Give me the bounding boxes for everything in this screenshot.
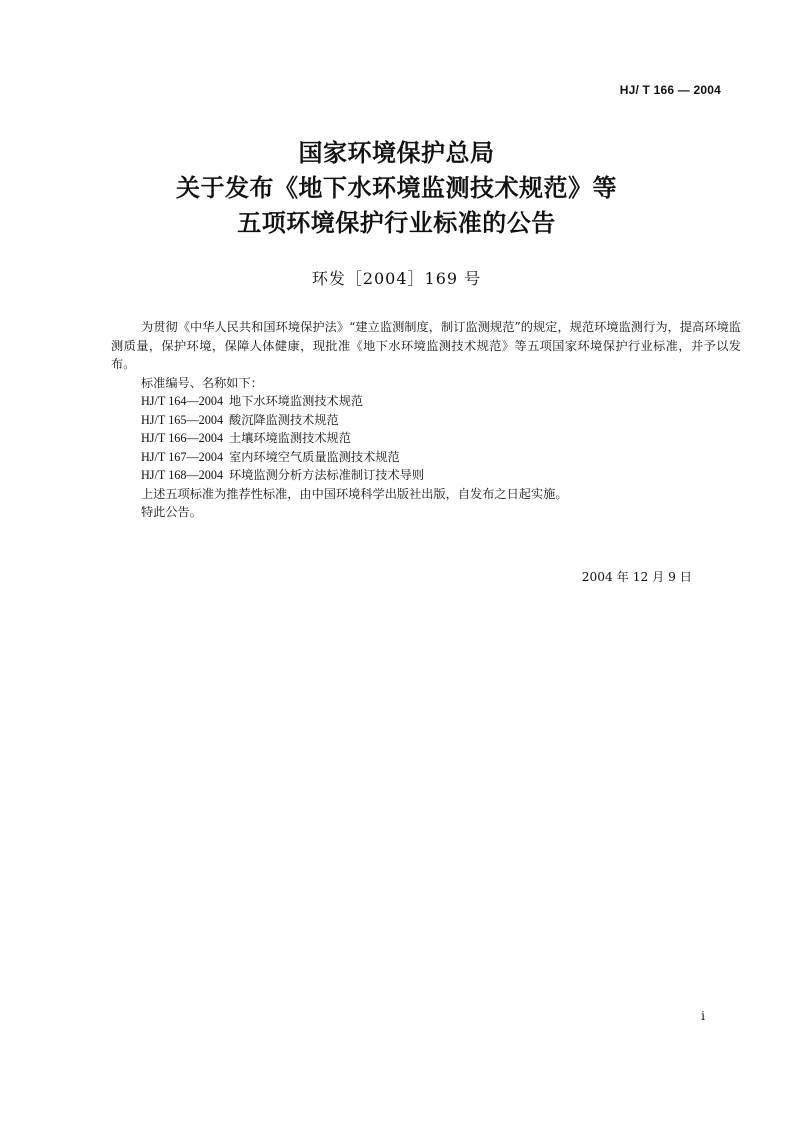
standard-code-header: HJ/ T 166 — 2004 xyxy=(619,83,721,97)
title-line-1: 国家环境保护总局 xyxy=(298,139,495,167)
closing-paragraph: 上述五项标准为推荐性标准，由中国环境科学出版社出版，自发布之日起实施。 xyxy=(141,486,568,501)
title-line-3: 五项环境保护行业标准的公告 xyxy=(237,209,556,237)
list-heading: 标准编号、名称如下： xyxy=(141,375,263,390)
standard-code: HJ/T 165—2004 xyxy=(141,412,224,427)
standard-code: HJ/T 164—2004 xyxy=(141,394,224,408)
standard-name: 地下水环境监测技术规范 xyxy=(229,394,364,408)
page-number: i xyxy=(701,1009,705,1023)
intro-paragraph: 为贯彻《中华人民共和国环境保护法》“建立监测制度，制订监测规范”的规定，规范环境监测行为，提高环境监测质量，保护环境，保障人体健康，现批准《地下水环境监测技术规范》等五项国家环境保护行业标准，并予以发布。 xyxy=(111,320,741,371)
standard-item xyxy=(111,448,741,467)
title-line-2: 关于发布《地下水环境监测技术规范》等 xyxy=(176,174,617,202)
standard-item xyxy=(111,411,741,430)
standard-name: 环境监测分析方法标准制订技术导则 xyxy=(229,468,425,482)
announcement-body xyxy=(111,318,741,522)
standard-item xyxy=(111,466,741,485)
document-title xyxy=(0,136,793,241)
standard-item xyxy=(111,392,741,411)
document-number: 环发［2004］169 号 xyxy=(311,269,482,288)
standard-item xyxy=(111,429,741,448)
standard-name: 土壤环境监测技术规范 xyxy=(229,431,351,445)
standard-name: 室内环境空气质量监测技术规范 xyxy=(229,449,400,464)
standard-code: HJ/T 168—2004 xyxy=(141,468,224,482)
standard-code: HJ/T 166—2004 xyxy=(141,431,224,445)
standard-name: 酸沉降监测技术规范 xyxy=(229,412,339,427)
issue-date: 2004 年 12 月 9 日 xyxy=(581,570,692,584)
announcement-line: 特此公告。 xyxy=(141,505,202,519)
standard-code: HJ/T 167—2004 xyxy=(141,449,224,464)
